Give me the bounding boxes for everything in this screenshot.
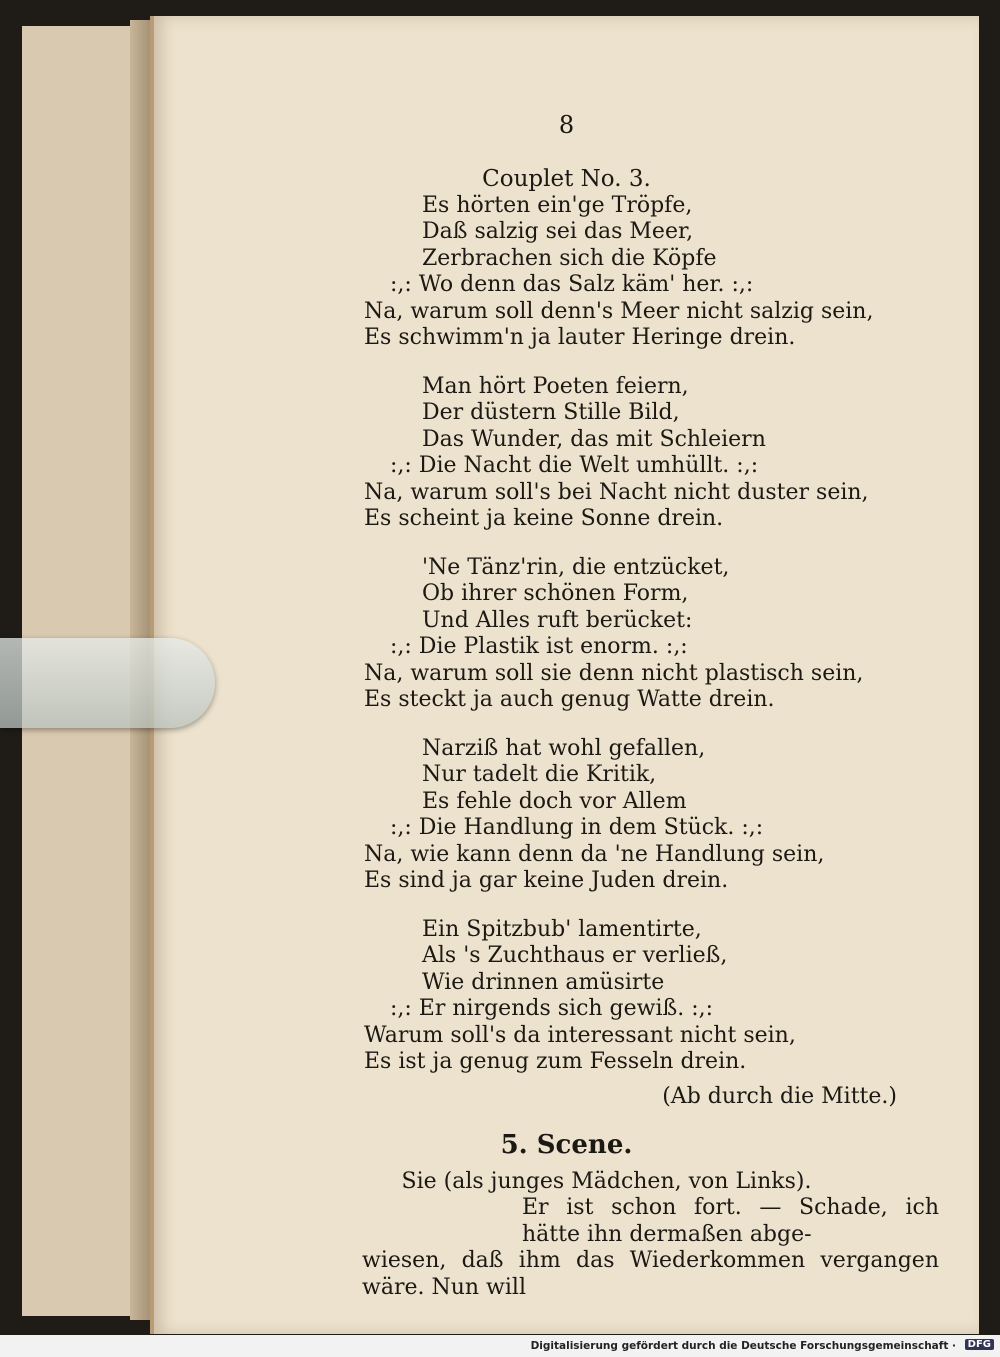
verse-line: 'Ne Tänz'rin, die entzücket, bbox=[422, 554, 730, 580]
verse-refrain-line: Es schwimm'n ja lauter Heringe drein. bbox=[364, 325, 796, 350]
verse-repeat-line: :,: Wo denn das Salz käm' her. :,: bbox=[390, 272, 754, 297]
page-text bbox=[154, 166, 979, 1301]
prose-paragraph bbox=[154, 1195, 979, 1301]
verse-line: Narziß hat wohl gefallen, bbox=[422, 735, 706, 761]
verse-refrain-line: Na, warum soll's bei Nacht nicht duster sein, bbox=[364, 479, 869, 505]
verse-line: Der düstern Stille Bild, bbox=[422, 400, 680, 425]
verse-repeat-line: :,: Die Nacht die Welt umhüllt. :,: bbox=[390, 453, 759, 478]
verse-line: Das Wunder, das mit Schleiern bbox=[422, 426, 766, 452]
verse-refrain-line: Warum soll's da interessant nicht sein, bbox=[364, 1022, 796, 1048]
verse-line: Zerbrachen sich die Köpfe bbox=[422, 245, 717, 271]
verse-repeat-line: :,: Die Handlung in dem Stück. :,: bbox=[390, 815, 764, 840]
verse-3 bbox=[154, 555, 979, 714]
prose-line: Er ist schon fort. — Schade, ich hätte ihn dermaßen abge- bbox=[522, 1195, 939, 1247]
dfg-logo-icon: DFG bbox=[965, 1339, 994, 1350]
glass-page-weight bbox=[0, 638, 215, 728]
verse-line: Es hörten ein'ge Tröpfe, bbox=[422, 192, 693, 218]
verse-line: Als 's Zuchthaus er verließ, bbox=[422, 943, 728, 968]
verse-5 bbox=[154, 917, 979, 1076]
verse-line: Wie drinnen amüsirte bbox=[422, 969, 665, 995]
verse-refrain-line: Es sind ja gar keine Juden drein. bbox=[364, 868, 729, 893]
prose-line: wiesen, daß ihm das Wiederkommen vergangen wäre. Nun will bbox=[362, 1248, 939, 1300]
verse-4 bbox=[154, 736, 979, 895]
footer-credit: Digitalisierung gefördert durch die Deutsche Forschungsgemeinschaft · bbox=[530, 1340, 956, 1352]
verse-line: Und Alles ruft berücket: bbox=[422, 607, 693, 633]
verse-refrain-line: Na, wie kann denn da 'ne Handlung sein, bbox=[364, 841, 825, 867]
verse-refrain-line: Es scheint ja keine Sonne drein. bbox=[364, 506, 724, 531]
verse-line: Ein Spitzbub' lamentirte, bbox=[422, 916, 702, 942]
verse-line: Nur tadelt die Kritik, bbox=[422, 762, 657, 787]
verse-refrain-line: Es steckt ja auch genug Watte drein. bbox=[364, 687, 775, 712]
verse-line: Man hört Poeten feiern, bbox=[422, 373, 689, 399]
verse-repeat-line: :,: Er nirgends sich gewiß. :,: bbox=[390, 996, 714, 1021]
verse-line: Es fehle doch vor Allem bbox=[422, 788, 687, 814]
verse-repeat-line: :,: Die Plastik ist enorm. :,: bbox=[390, 634, 688, 659]
verse-refrain-line: Es ist ja genug zum Fesseln drein. bbox=[364, 1049, 747, 1074]
verse-line: Ob ihrer schönen Form, bbox=[422, 581, 689, 606]
footer-bar bbox=[0, 1335, 1000, 1357]
verse-line: Daß salzig sei das Meer, bbox=[422, 219, 694, 244]
verse-2 bbox=[154, 374, 979, 533]
couplet-title: Couplet No. 3. bbox=[482, 166, 651, 192]
verse-refrain-line: Na, warum soll sie denn nicht plastisch sein, bbox=[364, 660, 864, 686]
verse-refrain-line: Na, warum soll denn's Meer nicht salzig sein, bbox=[364, 298, 874, 324]
scene-heading: 5. Scene. bbox=[500, 1130, 633, 1160]
stage-direction-enter: Sie (als junges Mädchen, von Links). bbox=[401, 1168, 812, 1194]
book-page bbox=[150, 16, 979, 1334]
verse-1 bbox=[154, 193, 979, 352]
page-number: 8 bbox=[558, 111, 575, 139]
stage-direction-exit: (Ab durch die Mitte.) bbox=[662, 1083, 897, 1109]
